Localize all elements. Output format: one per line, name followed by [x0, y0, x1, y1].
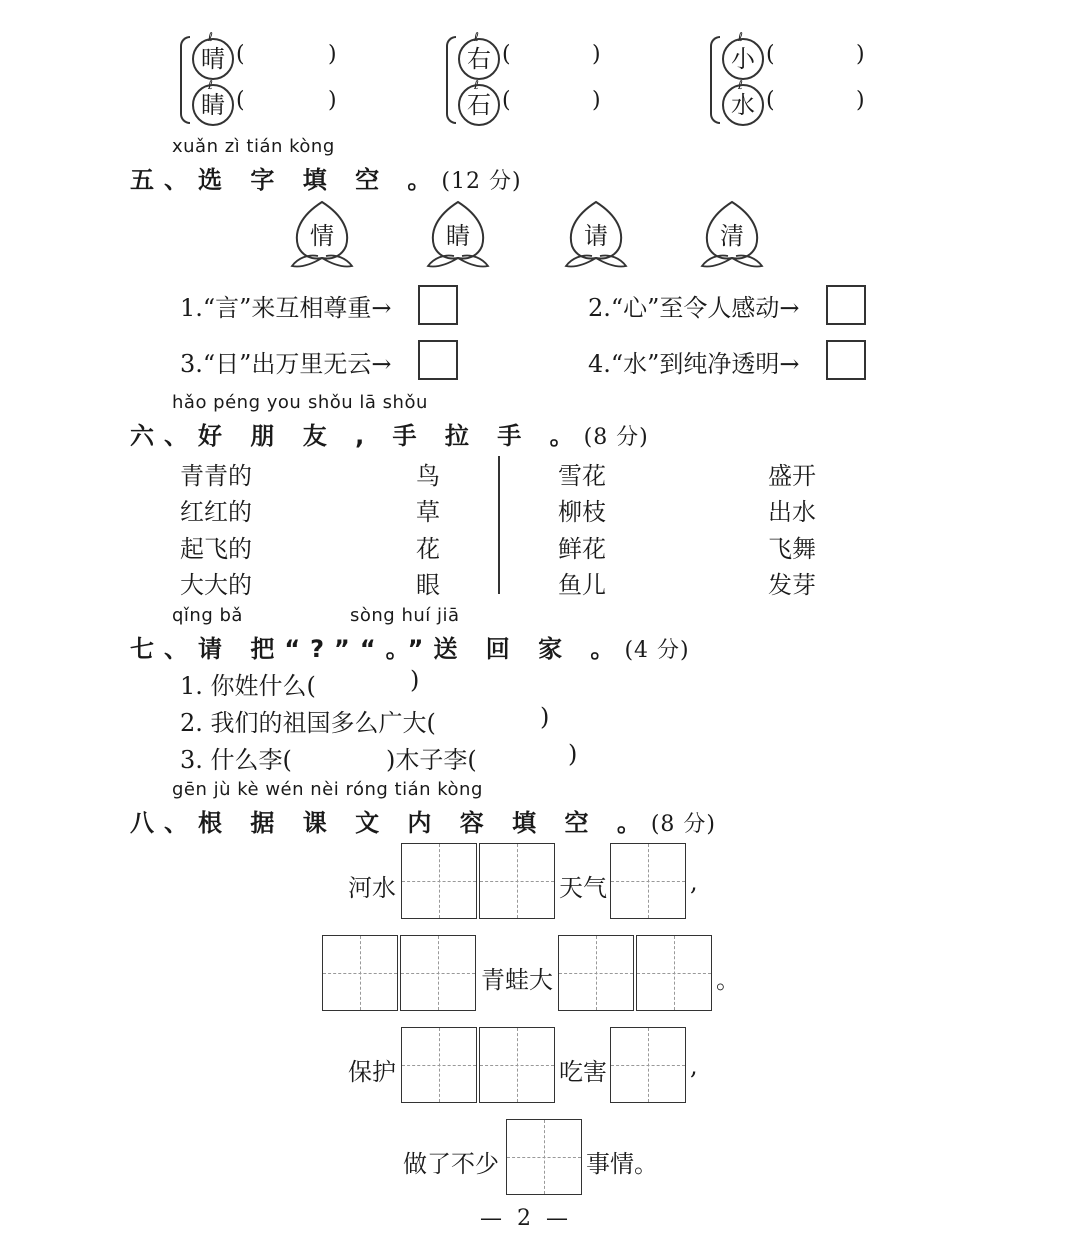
punct-item-3-mid: )木子李(: [386, 746, 477, 774]
match-word[interactable]: 雪花: [558, 462, 606, 490]
paren-close: ): [856, 42, 865, 67]
passage-text: 保护: [348, 1058, 396, 1086]
answer-box[interactable]: [418, 285, 458, 325]
answer-box[interactable]: [826, 340, 866, 380]
brace-icon: [446, 36, 456, 124]
fill-item-2: 2.“心”至令人感动→: [588, 294, 800, 322]
match-word[interactable]: 盛开: [768, 462, 816, 490]
pair-char: 小: [722, 38, 764, 80]
hook-icon: ℓ: [474, 30, 479, 44]
peach-leaf-4: [700, 198, 764, 270]
section-heading: [130, 160, 522, 195]
section-pinyin: hǎo péng you: [172, 392, 302, 413]
passage-text: 吃害: [559, 1058, 607, 1086]
paren-close[interactable]: ): [540, 703, 550, 731]
hook-icon: ℓ: [738, 30, 743, 44]
punct-item-2: 2. 我们的祖国多么广大(: [180, 709, 436, 737]
peach-leaf-1: [290, 198, 354, 270]
punctuation: 。: [716, 966, 740, 994]
match-word[interactable]: 飞舞: [768, 535, 816, 563]
paren-open: (: [502, 88, 511, 113]
match-word[interactable]: 发芽: [768, 571, 816, 599]
section-heading: [130, 629, 690, 664]
writing-grid-cell[interactable]: [558, 935, 634, 1011]
section-title: 七、请 把“?”“。”送 回 家 。: [130, 635, 625, 663]
pair-char: 水: [722, 84, 764, 126]
answer-box[interactable]: [418, 340, 458, 380]
hook-icon: ℓ: [208, 30, 213, 44]
brace-icon: [180, 36, 190, 124]
section-pinyin: xuǎn zì tián kòng: [172, 136, 335, 157]
leaf-char: 睛: [446, 222, 470, 250]
writing-grid-cell[interactable]: [479, 843, 555, 919]
fill-item-3: 3.“日”出万里无云→: [180, 350, 392, 378]
match-word[interactable]: 花: [416, 535, 440, 563]
peach-leaf-3: [564, 198, 628, 270]
pair-char: 晴: [192, 38, 234, 80]
paren-open: (: [766, 88, 775, 113]
section-pinyin: gēn jù kè wén nèi róng tián kòng: [172, 779, 483, 800]
section-heading: [130, 803, 716, 838]
punctuation: ,: [690, 868, 698, 896]
brace-icon: [710, 36, 720, 124]
column-divider: [498, 456, 500, 594]
passage-text: 做了不少: [403, 1150, 499, 1178]
paren-close: ): [328, 88, 337, 113]
writing-grid-cell[interactable]: [401, 1027, 477, 1103]
match-word[interactable]: 出水: [768, 498, 816, 526]
paren-close[interactable]: ): [568, 740, 578, 768]
passage-text: 河水: [348, 874, 396, 902]
punctuation: ,: [690, 1052, 698, 1080]
section-score: (8 分): [583, 425, 649, 450]
writing-grid-cell[interactable]: [610, 1027, 686, 1103]
passage-text: 事情。: [586, 1150, 658, 1178]
hook-icon: ℓ: [208, 78, 213, 92]
match-word[interactable]: 柳枝: [558, 498, 606, 526]
section-score: (8 分): [650, 812, 717, 837]
match-word[interactable]: 眼: [416, 571, 440, 599]
paren-open: (: [766, 42, 775, 67]
writing-grid-cell[interactable]: [479, 1027, 555, 1103]
leaf-char: 请: [584, 222, 608, 250]
answer-box[interactable]: [826, 285, 866, 325]
pair-char: 睛: [192, 84, 234, 126]
paren-open: (: [502, 42, 511, 67]
match-word[interactable]: 大大的: [180, 571, 252, 599]
section-heading: [130, 416, 649, 451]
leaf-char: 情: [310, 222, 334, 250]
match-word[interactable]: 红红的: [180, 498, 252, 526]
section-pinyin: qǐng bǎ: [172, 605, 243, 626]
paren-close: ): [592, 42, 601, 67]
section-pinyin: shǒu lā shǒu: [308, 392, 428, 413]
writing-grid-cell[interactable]: [401, 843, 477, 919]
paren-close: ): [328, 42, 337, 67]
hook-icon: ℓ: [474, 78, 479, 92]
section-pinyin: sòng huí jiā: [350, 605, 460, 626]
writing-grid-cell[interactable]: [636, 935, 712, 1011]
passage-text: 天气: [559, 874, 607, 902]
paren-open: (: [236, 42, 245, 67]
writing-grid-cell[interactable]: [610, 843, 686, 919]
pair-char: 右: [458, 38, 500, 80]
match-word[interactable]: 青青的: [180, 462, 252, 490]
peach-leaf-2: [426, 198, 490, 270]
passage-text: 青蛙大: [481, 966, 553, 994]
page-number: — 2 —: [480, 1206, 572, 1231]
paren-close: ): [592, 88, 601, 113]
hook-icon: ℓ: [738, 78, 743, 92]
pair-char: 石: [458, 84, 500, 126]
section-title: 六、好 朋 友 , 手 拉 手 。: [130, 422, 584, 450]
fill-item-1: 1.“言”来互相尊重→: [180, 294, 392, 322]
match-word[interactable]: 起飞的: [180, 535, 252, 563]
section-title: 八、根 据 课 文 内 容 填 空 。: [130, 809, 651, 837]
leaf-char: 清: [720, 222, 744, 250]
match-word[interactable]: 草: [416, 498, 440, 526]
writing-grid-cell[interactable]: [322, 935, 398, 1011]
punct-item-1: 1. 你姓什么(: [180, 672, 316, 700]
section-title: 五、选 字 填 空 。: [130, 166, 442, 194]
match-word[interactable]: 鱼儿: [558, 571, 606, 599]
match-word[interactable]: 鲜花: [558, 535, 606, 563]
section-score: (12 分): [441, 169, 522, 194]
fill-item-4: 4.“水”到纯净透明→: [588, 350, 800, 378]
writing-grid-cell[interactable]: [506, 1119, 582, 1195]
punct-item-3: 3. 什么李(: [180, 746, 292, 774]
section-score: (4 分): [624, 638, 690, 663]
paren-open: (: [236, 88, 245, 113]
writing-grid-cell[interactable]: [400, 935, 476, 1011]
match-word[interactable]: 鸟: [416, 462, 440, 490]
paren-close: ): [856, 88, 865, 113]
paren-close[interactable]: ): [410, 666, 420, 694]
